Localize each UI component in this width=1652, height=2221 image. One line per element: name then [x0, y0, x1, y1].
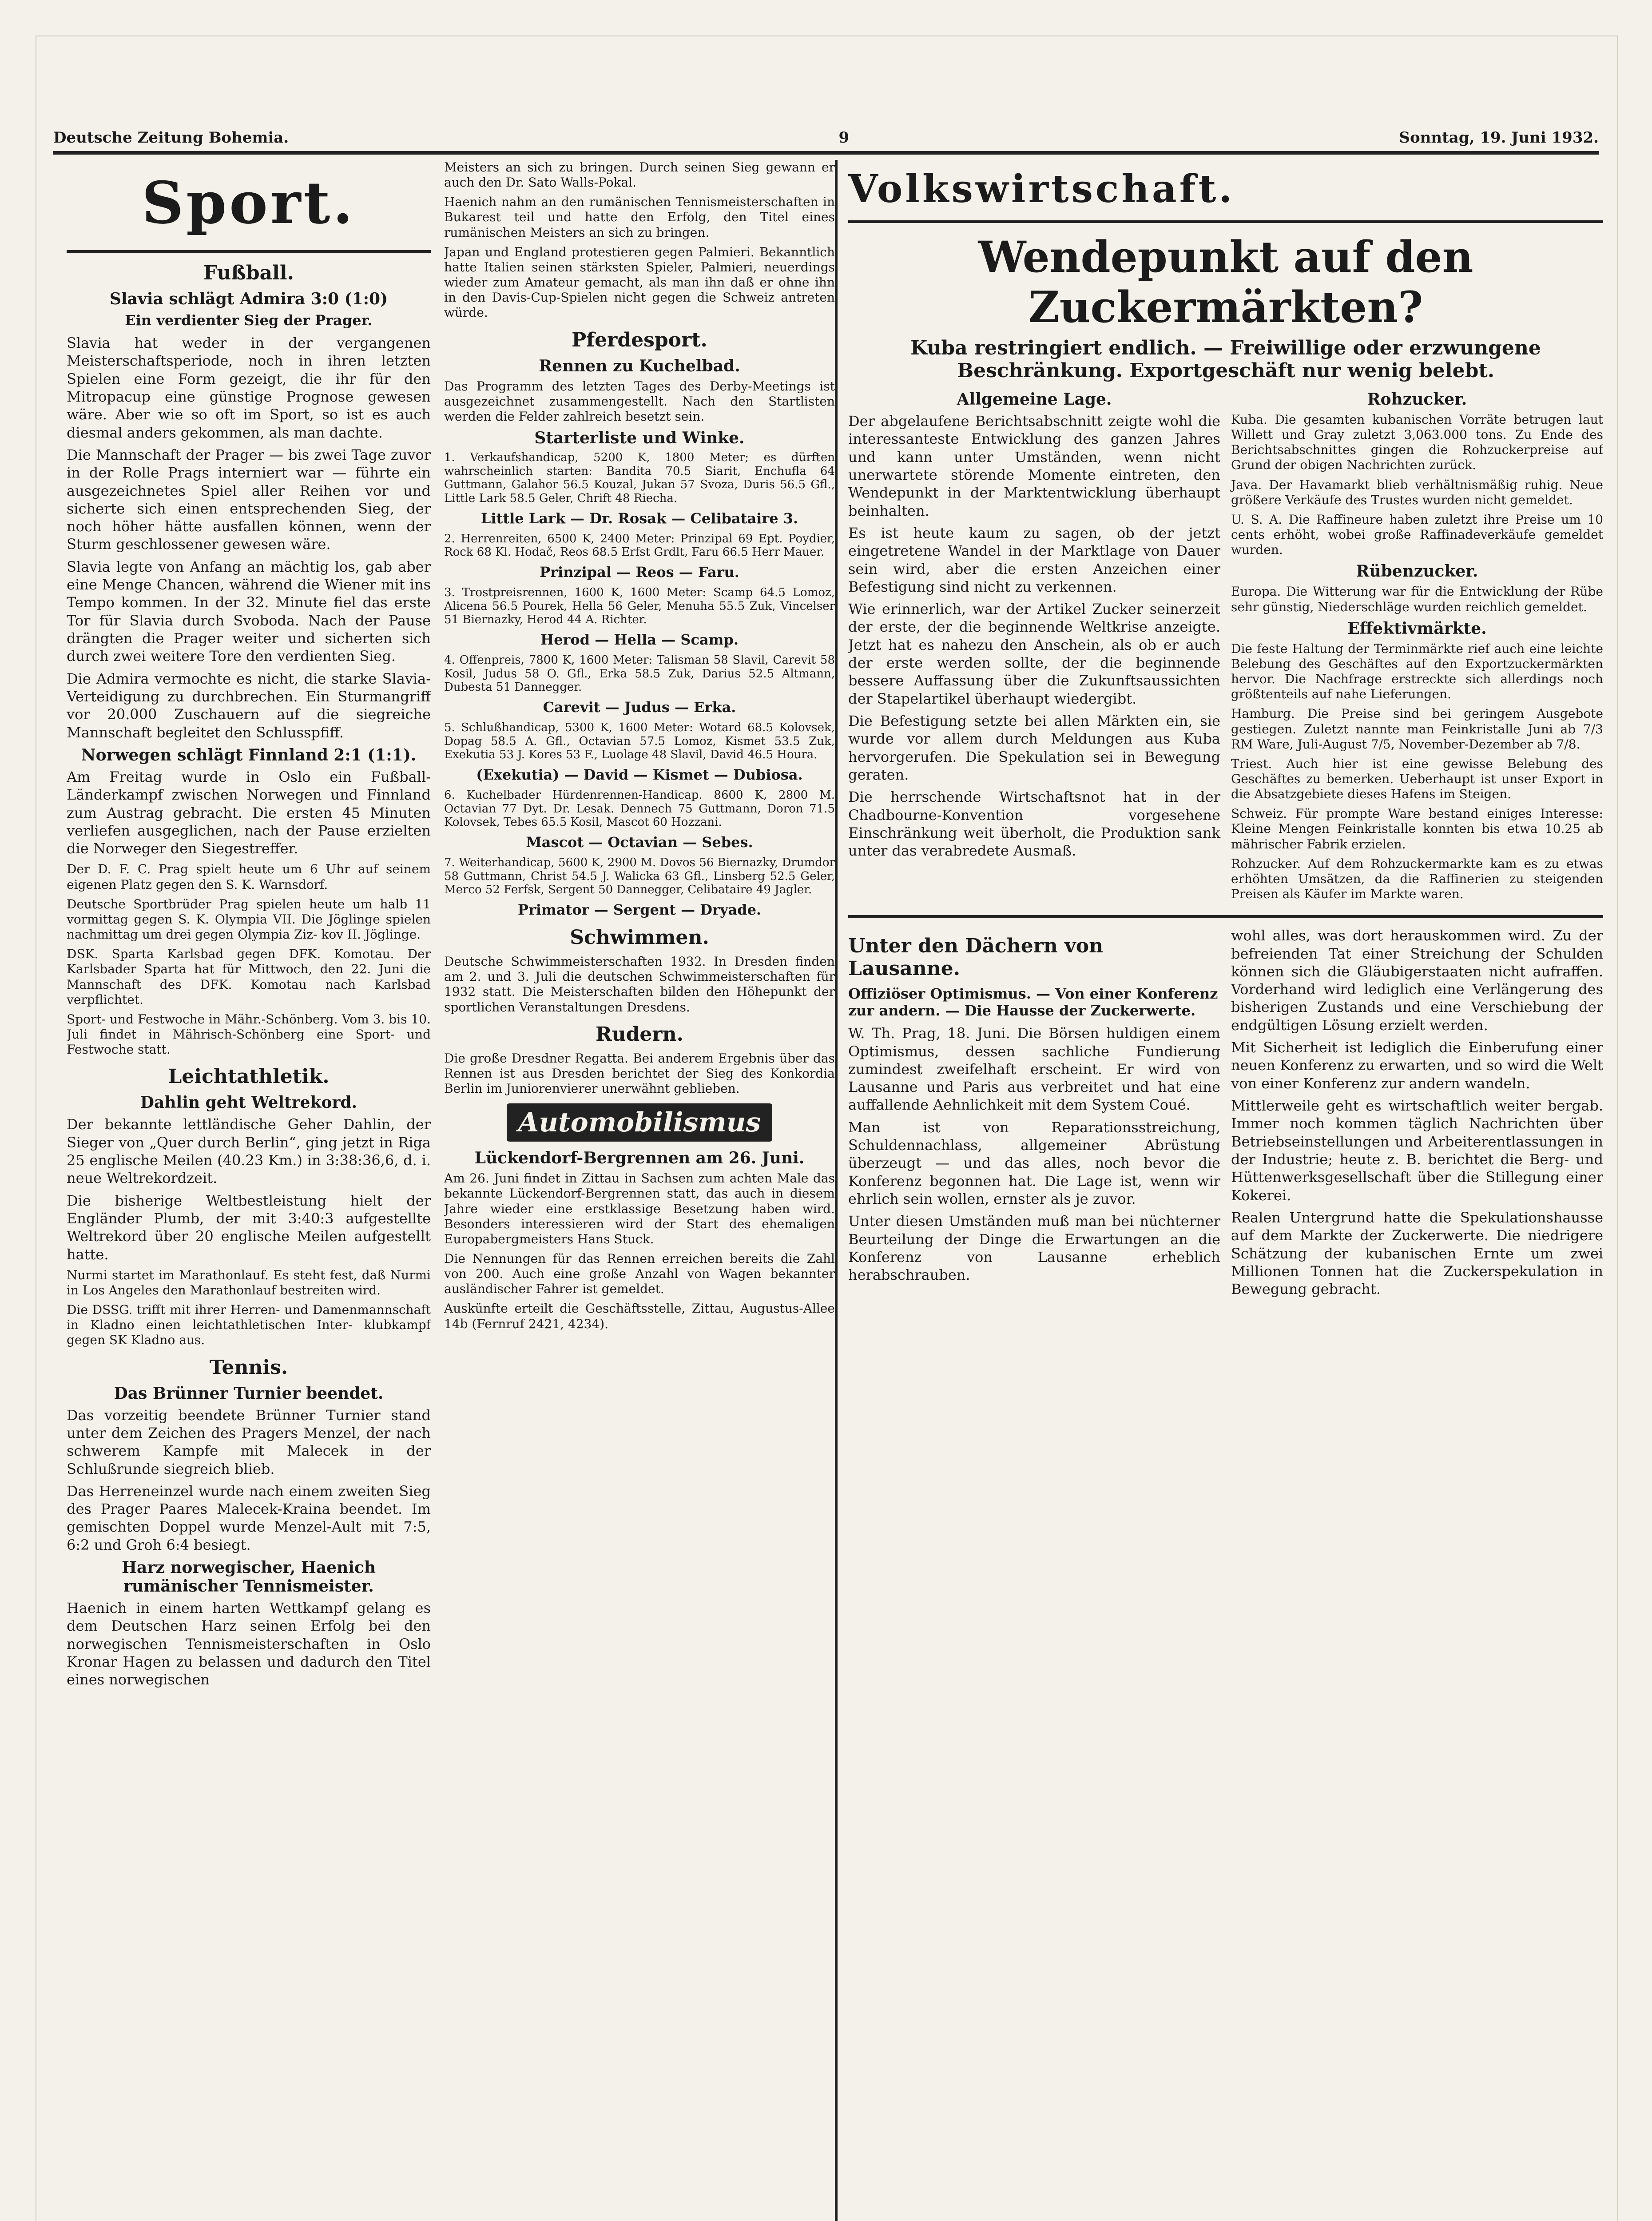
paragraph: Wie erinnerlich, war der Artikel Zucker seinerzeit der erste, der die beginnende Weltkrise anzeigte. Jetzt hat es nahezu den Anschein, als ob er auch der erste werden sollte, der die beginnende bessere Auffassung über die Zukunftsaussichten der Stapelartikel überhaupt wiedergibt. — [848, 601, 1220, 707]
race-entry: 2. Herrenreiten, 6500 K, 2400 Meter: Prinzipal 69 Ept. Poydier, Rock 68 Kl. Hodač, Reos 68.5 Erfst Grdlt, Faru 66.5 Herr Mauer. — [444, 532, 835, 559]
paragraph: Java. Der Havamarkt blieb verhältnismäßig ruhig. Neue größere Verkäufe des Trustes wurden nicht gemeldet. — [1231, 477, 1603, 507]
section-divider — [67, 250, 431, 253]
sport-column-2 — [444, 160, 835, 2221]
column-divider — [835, 160, 838, 2221]
paragraph: Das Herreneinzel wurde nach einem zweiten Sieg des Prager Paares Malecek-Kraina beendet. Im gemischten Doppel wurde Menzel-Ault mit 7:5, 6:2 und Groh 6:4 besiegt. — [67, 1482, 431, 1553]
lausanne-headline: Unter den Dächern von Lausanne. — [848, 935, 1104, 980]
paragraph: U. S. A. Die Raffineure haben zuletzt ihre Preise um 10 cents erhöht, wobei große Raffinadeverkäufe gemeldet wurden. — [1231, 512, 1603, 557]
lausanne-column-right — [1231, 927, 1603, 1302]
newspaper-name: Deutsche Zeitung Bohemia. — [53, 129, 289, 147]
race-entry: 4. Offenpreis, 7800 K, 1600 Meter: Talisman 58 Slavil, Carevit 58 Kosil, Judus 58 O. Gfl., Erka 58.5 Zuk, Darius 52.5 Altmann, Dubesta 51 Dannegger. — [444, 653, 835, 694]
paragraph: Der bekannte lettländische Geher Dahlin, der Sieger von „Quer durch Berlin“, ging jetzt in Riga 25 englische Meilen (40.23 Km.) in 3:38:36,6, d. i. neue Weltrekordzeit. — [67, 1116, 431, 1187]
race-entry: 7. Weiterhandicap, 5600 K, 2900 M. Dovos 56 Biernazky, Drumdor 58 Guttmann, Christ 54.5 J. Walicka 63 Gfl., Linsberg 52.5 Geler, Merco 52 Ferfsk, Sergent 50 Dannegger, Celibataire 49 Jagler. — [444, 856, 835, 897]
race-entry: 6. Kuchelbader Hürdenrennen-Handicap. 8600 K, 2800 M. Octavian 77 Dyt. Dr. Lesak. Dennech 75 Guttmann, Doron 71.5 Kolovsek, Tebes 65.5 Kosil, Mascot 60 Hozzani. — [444, 788, 835, 829]
paragraph: Mittlerweile geht es wirtschaftlich weiter bergab. Immer noch kommen täglich Nachrichten über Betriebseinstellungen und Arbeiterentlassungen in der Industrie; heute z. B. berichtet die Berg- und Hüttenwerksgesellschaft über die Stillegung einer Kokerei. — [1231, 1097, 1603, 1204]
race-tip: Herod — Hella — Scamp. — [540, 631, 739, 649]
paragraph: Die Befestigung setzte bei allen Märkten ein, sie wurde vor allem durch Meldungen aus Kuba hervorgerufen. Die Spekulation sei in Bewegung geraten. — [848, 712, 1220, 783]
paragraph: Der abgelaufene Berichtsabschnitt zeigte wohl die interessanteste Entwicklung des ganzen Jahres und kann unter Umständen, wenn nicht unerwartete störende Momente eintreten, den Wendepunkt in der Marktentwicklung überhaupt beinhalten. — [848, 413, 1220, 519]
notice: Deutsche Sportbrüder Prag spielen heute um halb 11 vormittag gegen S. K. Olympia VII. Die Jöglinge spielen nachmittag um drei gegen Olympia Ziz- kov II. Jöglinge. — [67, 896, 431, 942]
paragraph: Die Nennungen für das Rennen erreichen bereits die Zahl von 200. Auch eine große Anzahl von Wagen bekannter ausländischer Fahrer ist gemeldet. — [444, 1251, 835, 1297]
notice: Sport- und Festwoche in Mähr.-Schönberg. Vom 3. bis 10. Juli findet in Mährisch-Schönberg eine Sport- und Festwoche statt. — [67, 1011, 431, 1057]
sport-column-1 — [67, 160, 431, 2221]
paragraph: Meisters an sich zu bringen. Durch seinen Sieg gewann er auch den Dr. Sato Walls-Pokal. — [444, 160, 835, 190]
article-headline: Effektivmärkte. — [1347, 619, 1487, 638]
paragraph: Auskünfte erteilt die Geschäftsstelle, Zittau, Augustus-Allee 14b (Fernruf 2421, 4234). — [444, 1301, 835, 1331]
paragraph: wohl alles, was dort herauskommen wird. Zu der befreienden Tat einer Streichung der Schulden können sich die Gläubigerstaaten nicht aufraffen. Vorderhand wird lediglich eine Verlängerung des bisherigen Zustands und eine Verschiebung der endgültigen Lösung erzielt werden. — [1231, 927, 1603, 1034]
paragraph: Die bisherige Weltbestleistung hielt der Engländer Plumb, der mit 3:40:3 aufgestellte Weltrekord über 20 englische Meilen aufgestellt hatte. — [67, 1192, 431, 1263]
main-kicker: Kuba restringiert endlich. — Freiwillige oder erzwungene Beschränkung. Exportgeschäft nur wenig belebt. — [910, 337, 1541, 382]
paragraph: Japan und England protestieren gegen Palmieri. Bekanntlich hatte Italien seinen stärksten Spieler, Palmieri, neuerdings wieder zum Amateur gemacht, als man ihn daß er ohne ihn in den Davis-Cup-Spielen nicht gegen die Schweiz antreten würde. — [444, 244, 835, 320]
article-subheadline: Ein verdienter Sieg der Prager. — [125, 312, 373, 329]
automobilismus-banner: Automobilismus — [507, 1103, 772, 1142]
article-headline: Rübenzucker. — [1356, 562, 1478, 581]
notice: Nurmi startet im Marathonlauf. Es steht fest, daß Nurmi in Los Angeles den Marathonlauf bestreiten wird. — [67, 1267, 431, 1298]
paragraph: Hamburg. Die Preise sind bei geringem Ausgebote gestiegen. Zuletzt nannte man Feinkristalle Juni ab 7/3 RM Ware, Juli-August 7/5, November-Dezember ab 7/8. — [1231, 706, 1603, 752]
paragraph: Die große Dresdner Regatta. Bei anderem Ergebnis über das Rennen ist aus Dresden berichtet der Sieg des Konkordia Berlin im Juniorenvierer unerwähnt geblieben. — [444, 1051, 835, 1096]
paragraph: Rohzucker. Auf dem Rohzuckermarkte kam es zu etwas erhöhten Umsätzen, da die Raffinerien zu steigenden Preisen als Käufer im Markte waren. — [1231, 856, 1603, 902]
race-tip: Carevit — Judus — Erka. — [543, 699, 736, 716]
paragraph: Unter diesen Umständen muß man bei nüchterner Beurteilung der Dinge die Erwartungen an die Konferenz von Lausanne erheblich herabschrauben. — [848, 1213, 1220, 1284]
paragraph: Slavia legte von Anfang an mächtig los, gab aber eine Menge Chancen, während die Wiener mit ins Tempo kommen. In der 32. Minute fiel das erste Tor für Slavia durch Svoboda. Nach der Pause drängten die Prager weiter und sicherten sich durch zwei weitere Tore den verdienten Sieg. — [67, 558, 431, 665]
notice: Der D. F. C. Prag spielt heute um 6 Uhr auf seinem eigenen Platz gegen den S. K. Warnsdorf. — [67, 862, 431, 892]
article-headline: Starterliste und Winke. — [534, 429, 745, 448]
paragraph: Am Freitag wurde in Oslo ein Fußball-Länderkampf zwischen Norwegen und Finnland zum Austrag gebracht. Die ersten 45 Minuten verliefen ausgeglichen, nach der Pause erzielten die Norweger den Siegestreffer. — [67, 768, 431, 857]
economy-columns — [848, 386, 1603, 906]
race-tip: Primator — Sergent — Dryade. — [517, 901, 762, 919]
article-headline: Rennen zu Kuchelbad. — [539, 356, 740, 375]
paragraph: Schweiz. Für prompte Ware bestand einiges Interesse: Kleine Mengen Feinkristalle konnten bis etwa 10.25 ab mährischer Fabrik erzielen. — [1231, 806, 1603, 852]
race-entry: 5. Schlußhandicap, 5300 K, 1600 Meter: Wotard 68.5 Kolovsek, Dopag 58.5 A. Gfl., Octavian 57.5 Lomoz, Kismet 53.5 Zuk, Exekutia 53 J. Kores 53 F., Luolage 48 Slavil, David 46.5 Houra. — [444, 721, 835, 762]
paragraph: Man ist von Reparationsstreichung, Schuldennachlass, allgemeiner Abrüstung überzeugt — und das alles, noch bevor die Konferenz begonnen hat. Die Lage ist, wenn wir ehrlich sein wollen, ernster als je zuvor. — [848, 1118, 1220, 1208]
paragraph: Haenich nahm an den rumänischen Tennismeisterschaften in Bukarest teil und hatte den Erfolg, den Titel eines rumänischen Meisters an sich zu bringen. — [444, 195, 835, 240]
paragraph: Mit Sicherheit ist lediglich die Einberufung einer neuen Konferenz zu erwarten, und so wird die Welt von einer Konferenz zur andern wandeln. — [1231, 1039, 1603, 1092]
article-headline: Lückendorf-Bergrennen am 26. Juni. — [474, 1149, 805, 1168]
article-headline: Harz norwegischer, Haenich rumänischer Tennismeister. — [121, 1558, 376, 1596]
lausanne-kicker: Offiziöser Optimismus. — Von einer Konferenz zur andern. — Die Hausse der Zuckerwerte. — [848, 985, 1218, 1019]
rudern-section: Rudern. — [596, 1023, 683, 1046]
economy-section — [848, 160, 1603, 2221]
tennis-section: Tennis. — [209, 1356, 288, 1379]
lausanne-column-left — [848, 927, 1220, 1302]
header-rule — [53, 151, 1599, 155]
notice: DSK. Sparta Karlsbad gegen DFK. Komotau. Der Karlsbader Sparta hat für Mittwoch, den 22. Juni die Mannschaft des DFK. Komotau nach Karlsbad verpflichtet. — [67, 947, 431, 1007]
section-divider — [848, 220, 1603, 223]
paragraph: Die Mannschaft der Prager — bis zwei Tage zuvor in der Rolle Prags interniert war — führte ein ausgezeichnetes Spiel aller Reihen vor und sicherte sich einen entsprechenden Sieg, der noch höher hätte ausfallen können, wenn der Sturm geschlossener gewesen wäre. — [67, 446, 431, 553]
article-headline: Slavia schlägt Admira 3:0 (1:0) — [109, 290, 388, 308]
schwimmen-section: Schwimmen. — [570, 926, 709, 949]
fussball-section: Fußball. — [203, 262, 294, 284]
section-divider — [848, 915, 1603, 918]
paragraph: W. Th. Prag, 18. Juni. Die Börsen huldigen einem Optimismus, dessen sachliche Fundierung zumindest zweifelhaft erscheint. Er wird von Lausanne und Paris aus verbreitet und hat eine auffallende Aehnlichkeit mit dem System Coué. — [848, 1025, 1220, 1114]
article-headline: Dahlin geht Weltrekord. — [140, 1093, 357, 1112]
leichtathletik-section: Leichtathletik. — [168, 1065, 330, 1088]
race-entry: 3. Trostpreisrennen, 1600 K, 1600 Meter: Scamp 64.5 Lomoz, Alicena 56.5 Pourek, Hella 56 Geler, Menuha 55.5 Zuk, Vincelser 51 Biernazky, Herod 44 A. Richter. — [444, 586, 835, 627]
economy-column-left — [848, 386, 1220, 906]
lausanne-columns — [848, 927, 1603, 1302]
paragraph: Die feste Haltung der Terminmärkte rief auch eine leichte Belebung des Geschäftes auf den Exportzuckermärkten hervor. Die Nachfrage erstreckte sich allerdings noch größtenteils auf nahe Lieferungen. — [1231, 641, 1603, 702]
article-headline: Norwegen schlägt Finnland 2:1 (1:1). — [81, 745, 417, 764]
article-headline: Rohzucker. — [1367, 390, 1467, 409]
race-entry: 1. Verkaufshandicap, 5200 K, 1800 Meter; es dürften wahrscheinlich starten: Bandita 70.5 Siarit, Enchufla 64 Guttmann, Galahor 56.5 Kouzal, Jukan 57 Svoza, Duris 56.5 Gfl., Little Lark 58.5 Geler, Chrift 48 Riecha. — [444, 451, 835, 505]
paragraph: Europa. Die Witterung war für die Entwicklung der Rübe sehr günstig, Niederschläge wurden reichlich gemeldet. — [1231, 584, 1603, 614]
paragraph: Das Programm des letzten Tages des Derby-Meetings ist ausgezeichnet zusammengestellt. Nach den Startlisten werden die Felder zahlreich besetzt sein. — [444, 378, 835, 424]
article-headline: Allgemeine Lage. — [957, 390, 1112, 409]
page-number: 9 — [838, 129, 850, 147]
paragraph: Deutsche Schwimmeisterschaften 1932. In Dresden finden am 2. und 3. Juli die deutschen Schwimmeisterschaften für 1932 statt. Die Meisterschaften bilden den Höhepunkt der sportlichen Veranstaltungen Dresdens. — [444, 954, 835, 1015]
race-tip: Mascot — Octavian — Sebes. — [526, 834, 753, 851]
pferdesport-section: Pferdesport. — [572, 328, 707, 351]
race-tip: Little Lark — Dr. Rosak — Celibataire 3. — [481, 509, 798, 527]
sport-title: Sport. — [142, 169, 356, 237]
main-headline: Wendepunkt auf den Zuckermärkten? — [978, 232, 1473, 332]
race-tip: Prinzipal — Reos — Faru. — [540, 564, 739, 581]
paragraph: Die Admira vermochte es nicht, die starke Slavia-Verteidigung zu durchbrechen. Ein Sturmangriff vor 20.000 Zuschauern auf die siegreiche Mannschaft begleitet den Schlusspfiff. — [67, 670, 431, 741]
paragraph: Triest. Auch hier ist eine gewisse Belebung des Geschäftes zu bemerken. Ueberhaupt ist unser Export in die Absatzgebiete dieses Hafens im Steigen. — [1231, 756, 1603, 802]
paragraph: Slavia hat weder in der vergangenen Meisterschaftsperiode, noch in ihren letzten Spielen eine Form gezeigt, die ihr für den Mitropacup eine günstige Prognose gewesen wäre. Aber wie so oft im Sport, so ist es auch diesmal anders gekommen, als man dachte. — [67, 334, 431, 441]
notice: Die DSSG. trifft mit ihrer Herren- und Damenmannschaft in Kladno einen leichtathletischen Inter- klubkampf gegen SK Kladno aus. — [67, 1302, 431, 1348]
paragraph: Die herrschende Wirtschaftsnot hat in der Chadbourne-Konvention vorgesehene Einschränkung weit überholt, die Produktion sank unter das verabredete Ausmaß. — [848, 788, 1220, 860]
paragraph: Realen Untergrund hatte die Spekulationshausse auf dem Markte der Zuckerwerte. Die niedrigere Schätzung der kubanischen Ernte um zwei Millionen Tonnen hat die Zuckerspekulation in Bewegung gebracht. — [1231, 1209, 1603, 1298]
paragraph: Haenich in einem harten Wettkampf gelang es dem Deutschen Harz seinen Erfolg bei den norwegischen Tennismeisterschaften in Oslo Kronar Hagen zu belassen und dadurch den Titel eines norwegischen — [67, 1600, 431, 1688]
race-tip: (Exekutia) — David — Kismet — Dubiosa. — [476, 766, 803, 784]
paragraph: Am 26. Juni findet in Zittau in Sachsen zum achten Male das bekannte Lückendorf-Bergrennen statt, das auch in diesem Jahre wieder eine erstklassige Besetzung haben wird. Besonders interessieren wird der Start des ehemaligen Europabergmeisters Hans Stuck. — [444, 1171, 835, 1246]
page-header — [53, 111, 1599, 147]
paragraph: Kuba. Die gesamten kubanischen Vorräte betrugen laut Willett und Gray zuletzt 3,063.000 tons. Zu Ende des Berichtsabschnittes gingen die Rohzuckerpreise auf Grund der obigen Nachrichten zurück. — [1231, 412, 1603, 473]
paragraph: Das vorzeitig beendete Brünner Turnier stand unter dem Zeichen des Pragers Menzel, der nach schwerem Kampfe mit Malecek in der Schlußrunde siegreich blieb. — [67, 1406, 431, 1477]
article-headline: Das Brünner Turnier beendet. — [114, 1384, 384, 1403]
economy-column-right — [1231, 386, 1603, 906]
paragraph: Es ist heute kaum zu sagen, ob der jetzt eingetretene Wandel in der Marktlage von Dauer sein wird, aber die ersten Anzeichen einer Befestigung sind nicht zu verkennen. — [848, 524, 1220, 595]
economy-title: Volkswirtschaft. — [848, 167, 1235, 211]
issue-date: Sonntag, 19. Juni 1932. — [1399, 129, 1599, 147]
